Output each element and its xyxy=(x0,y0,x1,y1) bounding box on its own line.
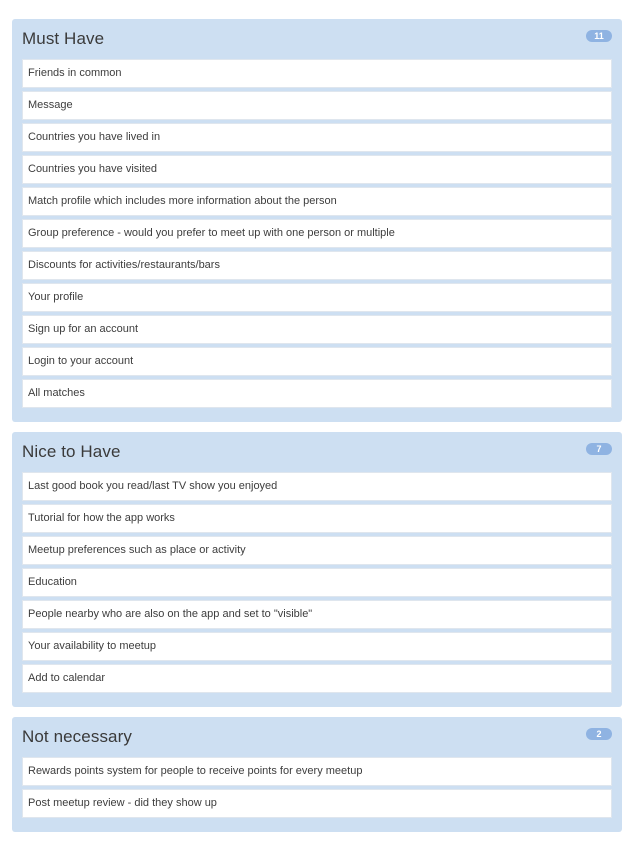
group-nice-to-have xyxy=(12,432,622,707)
group-count-badge: 7 xyxy=(586,443,612,455)
card-item[interactable]: Meetup preferences such as place or activity xyxy=(22,536,612,565)
group-count-badge: 11 xyxy=(586,30,612,42)
card-item[interactable]: Login to your account xyxy=(22,347,612,376)
card-item[interactable]: Countries you have visited xyxy=(22,155,612,184)
card-item[interactable]: Match profile which includes more information about the person xyxy=(22,187,612,216)
card-item[interactable]: Post meetup review - did they show up xyxy=(22,789,612,818)
group-count-badge: 2 xyxy=(586,728,612,740)
card-item[interactable]: Your profile xyxy=(22,283,612,312)
card-item[interactable]: Rewards points system for people to receive points for every meetup xyxy=(22,757,612,786)
card-item[interactable]: Friends in common xyxy=(22,59,612,88)
card-item[interactable]: Group preference - would you prefer to meet up with one person or multiple xyxy=(22,219,612,248)
card-list xyxy=(12,472,622,693)
card-item[interactable]: Add to calendar xyxy=(22,664,612,693)
card-item[interactable]: Education xyxy=(22,568,612,597)
card-item[interactable]: Message xyxy=(22,91,612,120)
card-item[interactable]: Tutorial for how the app works xyxy=(22,504,612,533)
group-title: Must Have xyxy=(22,29,105,48)
card-item[interactable]: Your availability to meetup xyxy=(22,632,612,661)
group-title: Not necessary xyxy=(22,727,132,746)
group-must-have xyxy=(12,19,622,422)
card-list xyxy=(12,59,622,408)
card-item[interactable]: People nearby who are also on the app and set to "visible" xyxy=(22,600,612,629)
card-list xyxy=(12,757,622,818)
card-item[interactable]: Countries you have lived in xyxy=(22,123,612,152)
card-item[interactable]: All matches xyxy=(22,379,612,408)
group-title: Nice to Have xyxy=(22,442,121,461)
group-header xyxy=(12,717,622,757)
card-item[interactable]: Discounts for activities/restaurants/bars xyxy=(22,251,612,280)
group-header xyxy=(12,19,622,59)
card-item[interactable]: Last good book you read/last TV show you enjoyed xyxy=(22,472,612,501)
card-item[interactable]: Sign up for an account xyxy=(22,315,612,344)
group-header xyxy=(12,432,622,472)
group-not-necessary xyxy=(12,717,622,832)
